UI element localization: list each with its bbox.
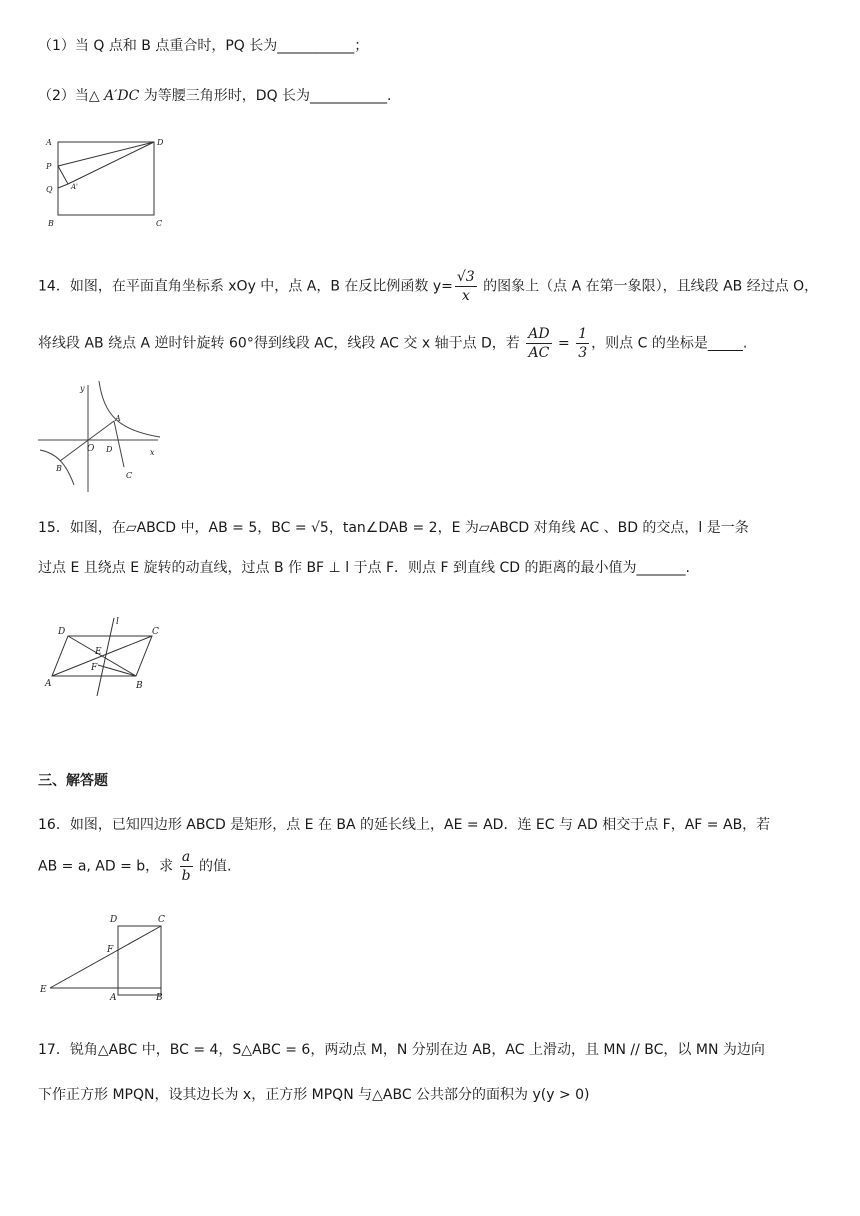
q16-label-a: A <box>110 993 117 1003</box>
q13-part2-text-a: （2）当△ <box>38 88 105 104</box>
q15-label-l: l <box>116 617 119 627</box>
q13-part2-math: A′DC <box>104 88 140 104</box>
q14-label-o: O <box>87 444 95 454</box>
q13-label-p: P <box>46 162 52 171</box>
q15-label-b: B <box>136 681 143 691</box>
q15-diagonal-bd <box>68 636 136 676</box>
q16-rectangle <box>118 926 161 995</box>
q14-frac2-numerator: AD <box>528 326 550 342</box>
q14-frac3-denominator: 3 <box>578 345 588 361</box>
q16-frac-denominator: b <box>181 868 191 884</box>
q16-label-c: C <box>158 915 165 925</box>
q14-label-a: A <box>115 414 121 423</box>
q15-label-f: F <box>91 663 98 673</box>
q13-segment-ad <box>68 142 154 184</box>
q14-label-x: x <box>150 448 155 457</box>
q14-frac3-numerator: 1 <box>578 326 588 342</box>
q13-label-b: B <box>48 219 54 228</box>
q16-line1: 16．如图，已知四边形 ABCD 是矩形，点 E 在 BA 的延长线上，AE = AD．连 EC 与 AD 相交于点 F，AF = AB，若 <box>38 817 771 833</box>
q17-line1: 17．锐角△ABC 中，BC = 4，S△ABC = 6，两动点 M，N 分别在边 AB，AC 上滑动，且 MN // BC，以 MN 为边向 <box>38 1042 765 1058</box>
q16-segment-ec <box>50 926 161 988</box>
q14-line2 <box>38 325 747 362</box>
q14-figure <box>38 375 168 495</box>
q16-frac-numerator: a <box>180 848 193 867</box>
q14-segment-ab <box>60 421 114 461</box>
q14-frac2-denominator: AC <box>528 345 550 361</box>
q13-figure <box>40 132 170 232</box>
q14-frac-numerator: √3 <box>456 269 475 285</box>
q14-fraction-sqrt3-x <box>455 268 477 305</box>
q15-label-e: E <box>95 647 102 657</box>
q16-label-d: D <box>110 915 118 925</box>
q13-segment-qa <box>58 184 68 188</box>
q13-label-aprime: A' <box>71 183 78 191</box>
q16-text-a: AB = a, AD = b，求 <box>38 858 178 875</box>
q13-segment-pd <box>58 142 154 166</box>
q13-segment-pa <box>58 166 68 184</box>
q13-label-d: D <box>157 138 164 147</box>
q13-part1: （1）当 Q 点和 B 点重合时，PQ 长为___________； <box>38 38 369 54</box>
q13-label-c: C <box>156 219 163 228</box>
q14-line1 <box>38 268 818 305</box>
q14-fraction-ad-ac <box>526 325 551 362</box>
q17-line2: 下作正方形 MPQN，设其边长为 x，正方形 MPQN 与△ABC 公共部分的面积为 y(y > 0) <box>38 1087 590 1103</box>
q13-part2 <box>38 86 392 106</box>
section-heading-answer-questions: 三、解答题 <box>38 773 108 789</box>
q14-label-d: D <box>106 445 113 454</box>
q15-figure <box>40 612 170 697</box>
q16-text-b: 的值. <box>194 858 232 875</box>
q13-part2-text-b: 为等腰三角形时，DQ 长为___________. <box>139 88 392 104</box>
q16-label-b: B <box>156 993 163 1003</box>
q16-label-f: F <box>107 945 114 955</box>
q16-figure <box>38 910 178 1005</box>
q14-equals: = <box>553 335 575 352</box>
q16-label-e: E <box>40 985 47 995</box>
q15-label-a: A <box>45 679 52 689</box>
q15-segment-bf <box>98 665 136 676</box>
q13-rectangle <box>58 142 154 215</box>
q14-label-c: C <box>126 471 133 480</box>
q15-line1: 15．如图，在▱ABCD 中，AB = 5，BC = √5，tan∠DAB = 2，E 为▱ABCD 对角线 AC 、BD 的交点，l 是一条 <box>38 520 749 536</box>
q14-label-b: B <box>56 464 62 473</box>
q14-label-y: y <box>80 384 85 393</box>
q14-text-d: ，则点 C 的坐标是_____. <box>591 335 748 352</box>
q15-label-c: C <box>152 627 159 637</box>
q16-fraction-a-b <box>180 848 193 885</box>
q15-label-d: D <box>58 627 66 637</box>
q13-label-q: Q <box>46 185 53 194</box>
q14-text-c: 将线段 AB 绕点 A 逆时针旋转 60°得到线段 AC，线段 AC 交 x 轴于点 D，若 <box>38 335 525 352</box>
q14-frac-denominator: x <box>461 288 470 304</box>
q14-fraction-one-third <box>576 325 589 362</box>
q14-text-b: 的图象上（点 A 在第一象限），且线段 AB 经过点 O， <box>478 278 819 295</box>
q13-label-a: A <box>46 138 52 147</box>
q16-line2 <box>38 848 232 885</box>
q14-hyperbola-branch-1 <box>99 381 160 437</box>
q15-line2: 过点 E 且绕点 E 旋转的动直线，过点 B 作 BF ⊥ l 于点 F．则点 F 到直线 CD 的距离的最小值为_______. <box>38 560 690 576</box>
q14-text-a: 14．如图，在平面直角坐标系 xOy 中，点 A，B 在反比例函数 y= <box>38 278 453 295</box>
q14-segment-ac <box>114 421 124 467</box>
